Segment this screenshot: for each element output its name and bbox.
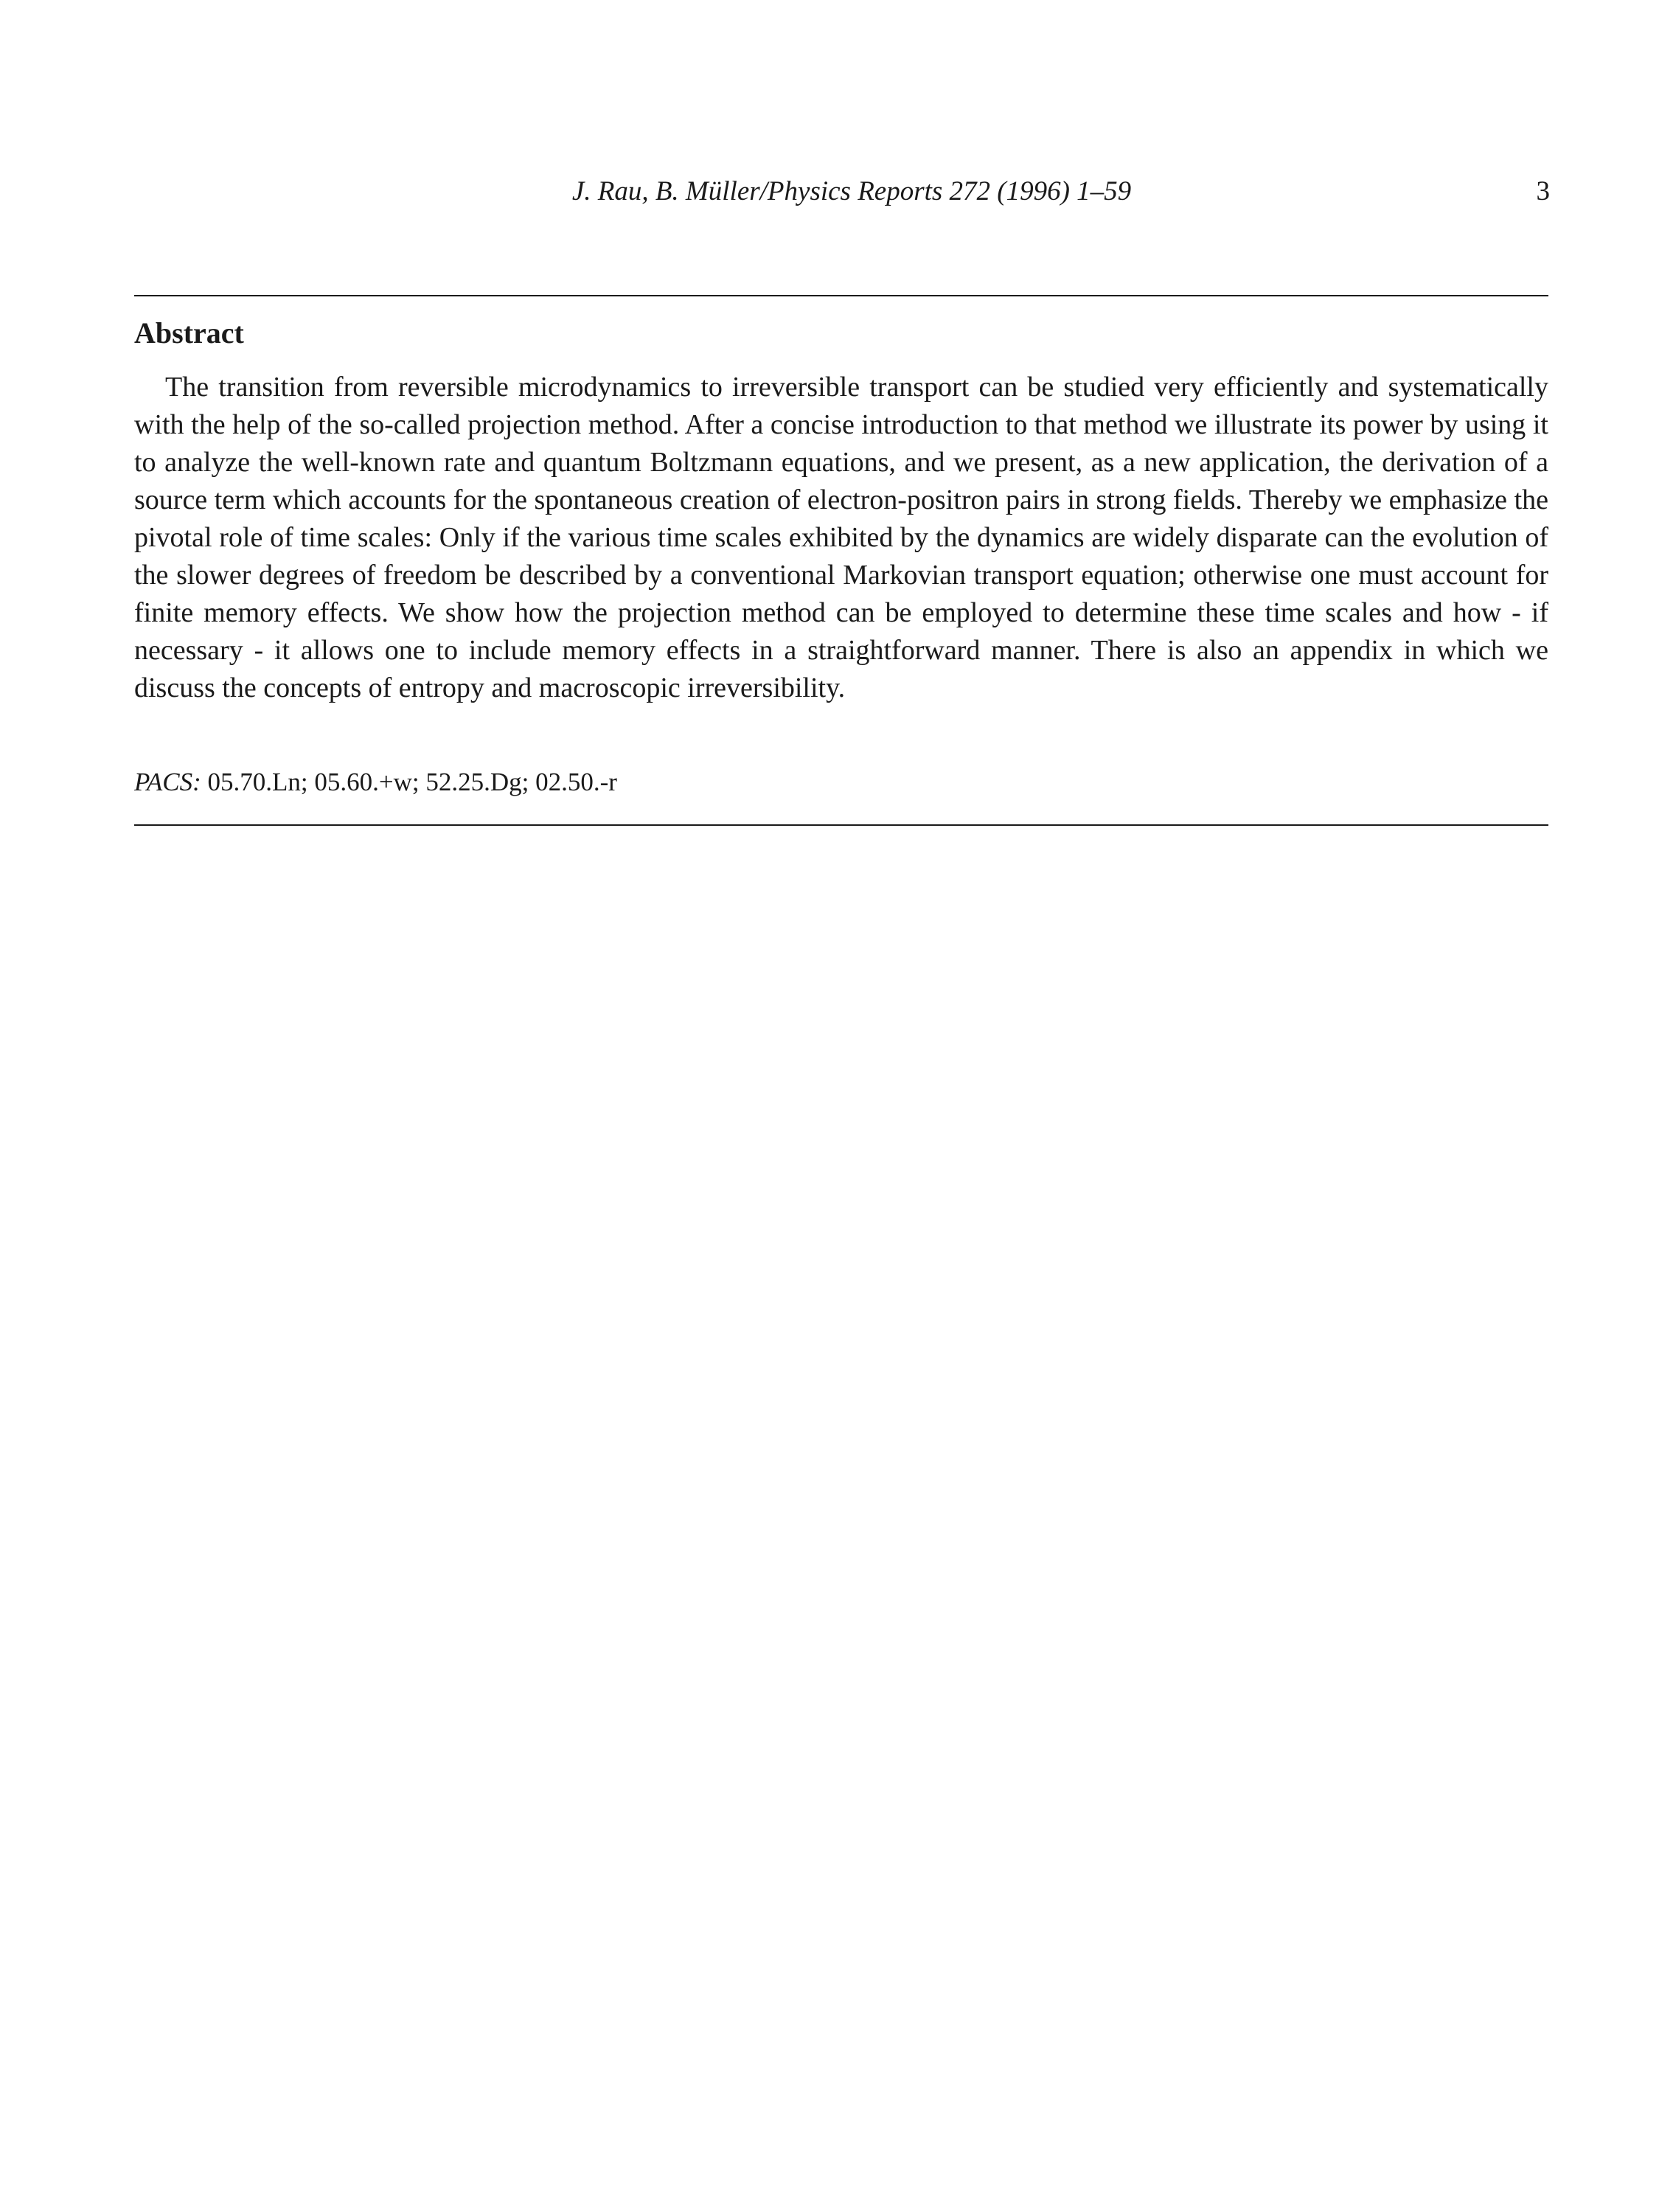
top-rule [134, 295, 1548, 296]
running-title: J. Rau, B. Müller/Physics Reports 272 (1996) 1–59 [571, 176, 1132, 206]
page-number: 3 [1536, 176, 1550, 206]
pacs-label: PACS: [134, 768, 201, 796]
running-header [0, 171, 1659, 215]
bottom-rule [134, 824, 1548, 826]
pacs-codes: 05.70.Ln; 05.60.+w; 52.25.Dg; 02.50.-r [207, 768, 617, 796]
abstract-body: The transition from reversible microdynamics to irreversible transport can be studied very efficiently and systematically with the help of the so-called projection method. After a concise introduction to that method we illustrate its power by using it to analyze the well-known rate and quantum Boltzmann equations, and we present, as a new application, the derivation of a source term which accounts for the spontaneous creation of electron-positron pairs in strong fields. Thereby we emphasize the pivotal role of time scales: Only if the various time scales exhibited by the dynamics are widely disparate can the evolution of the slower degrees of freedom be described by a conventional Markovian transport equation; otherwise one must account for finite memory effects. We show how the projection method can be employed to determine these time scales and how - if necessary - it allows one to include memory effects in a straightforward manner. There is also an appendix in which we discuss the concepts of entropy and macroscopic irreversibility. [134, 372, 1548, 703]
abstract-heading: Abstract [134, 316, 244, 349]
pacs-line [134, 764, 617, 801]
